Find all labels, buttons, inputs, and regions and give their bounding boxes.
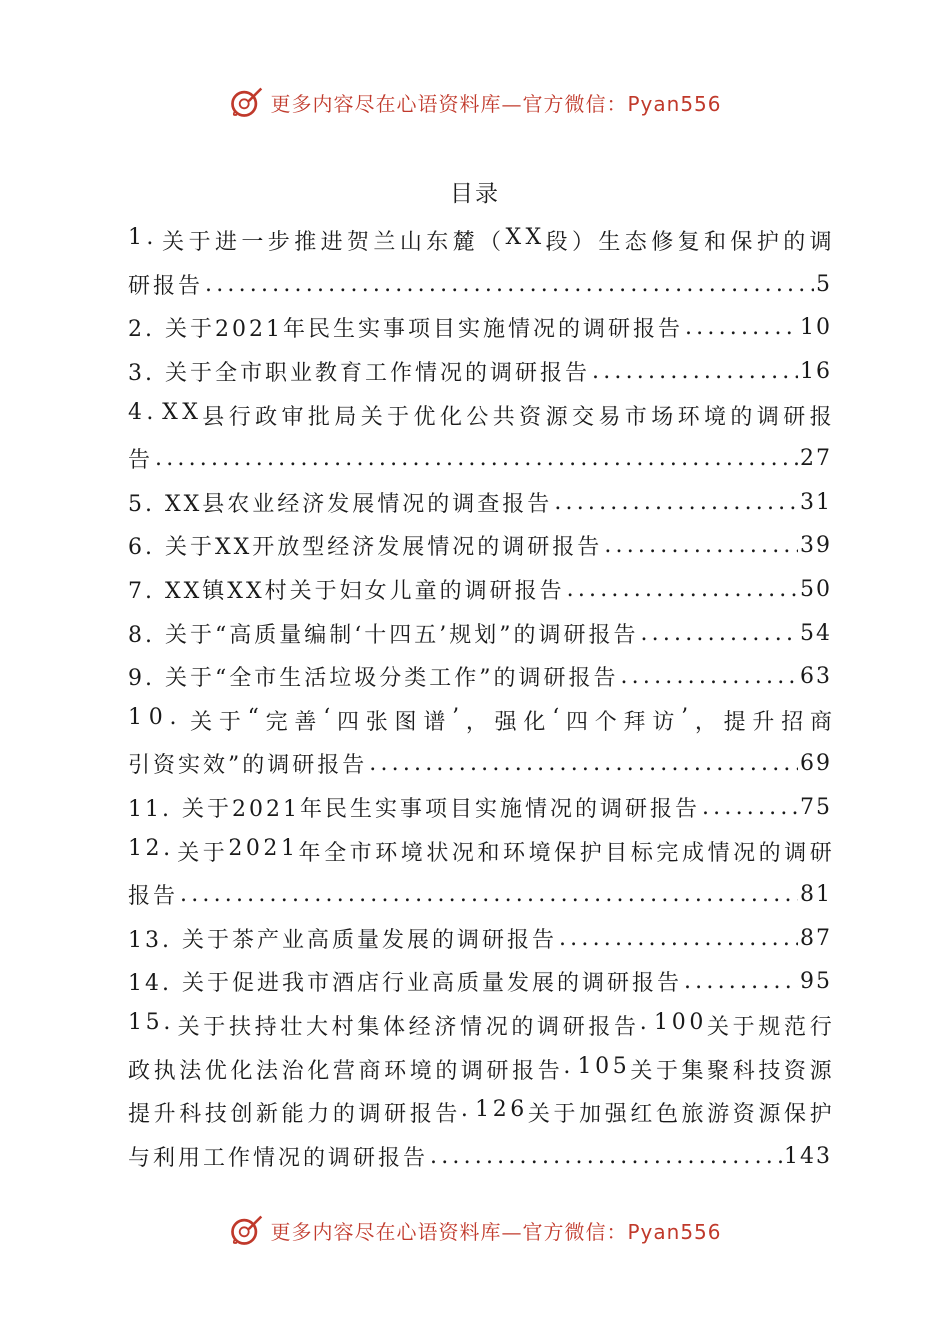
toc-line[interactable] [128,1047,832,1091]
banner-text: 更多内容尽在心语资料库—官方微信：Pyan556 [270,1219,722,1244]
dot-leader [567,577,798,602]
toc-line[interactable] [128,1134,832,1178]
toc-line[interactable] [128,481,832,525]
toc-page-number: 39 [800,533,832,559]
toc-line[interactable] [128,437,832,481]
dot-leader [205,272,814,297]
toc-page-number: 31 [800,489,832,515]
header-banner [0,80,950,124]
dot-leader [430,1144,782,1169]
dot-leader [155,446,798,471]
toc-entry-text: 2. 关于2021年民生实事项目实施情况的调研报告 [128,317,683,343]
toc-line[interactable] [128,219,832,263]
pen-logo-icon [228,84,264,120]
banner-text: 更多内容尽在心语资料库—官方微信：Pyan556 [270,91,722,116]
pen-logo-icon [228,1212,264,1248]
toc-entry-text: 1 0 . 关 于 “ 完 善 ‘ 四 张 图 谱 ’ ， 强 化 ‘ 四 个 拜 访 ’ ， 提 升 招 商 [128,704,832,735]
toc-entry-text: 5. XX县农业经济发展情况的调查报告 [128,491,553,517]
toc-page-number: 50 [800,577,832,603]
toc-entry-text: 11. 关于2021年民生实事项目实施情况的调研报告 [128,797,700,823]
toc-entry-text: 报告 [128,884,179,910]
toc-line[interactable] [128,611,832,655]
toc-page-number: 5 [816,271,832,297]
toc-line[interactable] [128,350,832,394]
toc-line[interactable] [128,306,832,350]
dot-leader [559,926,798,951]
toc-page-number: 27 [800,446,832,472]
dot-leader [592,359,798,384]
toc-entry-text: 4 . X X 县 行 政 审 批 局 关 于 优 化 公 共 资 源 交 易 市 场 环 境 的 调 研 报 [128,399,832,430]
toc-entry-text: 7. XX镇XX村关于妇女儿童的调研报告 [128,579,565,605]
toc-line[interactable] [128,1004,832,1048]
toc-entry-text: 9. 关于“全市生活垃圾分类工作”的调研报告 [128,666,619,692]
dot-leader [180,882,798,907]
toc-entry-text: 1 . 关 于 进 一 步 推 进 贺 兰 山 东 麓 （ X X 段 ） 生 态 修 复 和 保 护 的 调 [128,225,832,256]
dot-leader [554,490,798,515]
toc-entry-text: 政 执 法 优 化 法 治 化 营 商 环 境 的 调 研 报 告 . 1 0 5 关 于 集 聚 科 技 资 源 [128,1053,832,1084]
toc-page-number: 69 [800,751,832,777]
toc-entry-text: 14. 关于促进我市酒店行业高质量发展的调研报告 [128,971,682,997]
toc-page-number: 63 [800,664,832,690]
toc-line[interactable] [128,742,832,786]
table-of-contents [128,219,832,1178]
toc-line[interactable] [128,524,832,568]
toc-page-number: 87 [800,925,832,951]
toc-entry-text: 1 5 . 关 于 扶 持 壮 大 村 集 体 经 济 情 况 的 调 研 报 告 . 1 0 0 关 于 规 范 行 [128,1009,832,1040]
toc-entry-text: 引资实效”的调研报告 [128,753,368,779]
toc-title: 目录 [450,181,500,207]
dot-leader [604,533,798,558]
toc-entry-text: 6. 关于XX开放型经济发展情况的调研报告 [128,535,603,561]
toc-entry-text: 13. 关于茶产业高质量发展的调研报告 [128,927,557,953]
toc-page-number: 143 [784,1143,832,1169]
toc-page-number: 10 [800,315,832,341]
toc-line[interactable] [128,917,832,961]
toc-entry-text: 1 2 . 关 于 2 0 2 1 年 全 市 环 境 状 况 和 环 境 保 护 目 标 完 成 情 况 的 调 研 [128,835,832,866]
toc-line[interactable] [128,873,832,917]
toc-line[interactable] [128,829,832,873]
dot-leader [685,315,798,340]
dot-leader [702,795,798,820]
toc-line[interactable] [128,1091,832,1135]
toc-entry-text: 与利用工作情况的调研报告 [128,1145,429,1171]
toc-entry-text: 3. 关于全市职业教育工作情况的调研报告 [128,361,590,387]
dot-leader [620,664,798,689]
toc-page-number: 75 [800,795,832,821]
dot-leader [369,751,798,776]
toc-line[interactable] [128,786,832,830]
toc-entry-text: 提 升 科 技 创 新 能 力 的 调 研 报 告 . 1 2 6 关 于 加 强 红 色 旅 游 资 源 保 护 [128,1097,832,1128]
dot-leader [640,621,798,646]
toc-line[interactable] [128,568,832,612]
toc-page-number: 81 [800,882,832,908]
toc-line[interactable] [128,263,832,307]
toc-page-number: 54 [800,620,832,646]
toc-entry-text: 研报告 [128,273,204,299]
toc-entry-text: 告 [128,448,154,474]
toc-entry-text: 8. 关于“高质量编制‘十四五’规划”的调研报告 [128,622,639,648]
toc-line[interactable] [128,699,832,743]
toc-page-number: 16 [800,359,832,385]
toc-line[interactable] [128,655,832,699]
footer-banner [0,1208,950,1252]
toc-line[interactable] [128,393,832,437]
dot-leader [684,969,798,994]
toc-line[interactable] [128,960,832,1004]
toc-page-number: 95 [800,969,832,995]
